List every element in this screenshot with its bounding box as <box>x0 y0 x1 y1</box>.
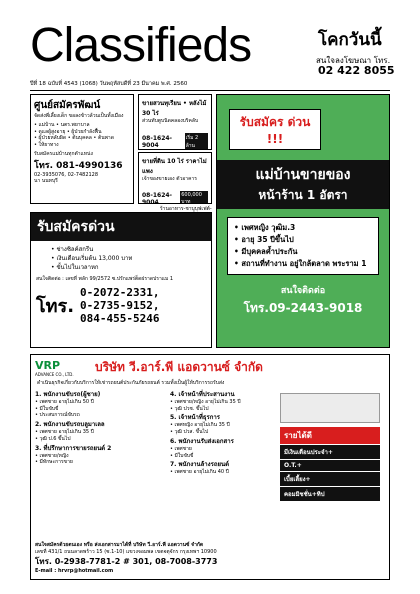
vrp-position-line: • มีใบขับขี่ <box>170 452 194 459</box>
list-item: • อายุ 35 ปีขึ้นไป <box>234 234 372 246</box>
ad-land-sale <box>138 152 212 204</box>
vrp-footer-line1: สนใจสมัครด้วยตนเอง หรือ ส่งเอกสารมาได้ที่ บริษัท วี.อาร์.พี แอดวานซ์ จำกัด <box>35 541 204 548</box>
vrp-benefit: O.T.+ <box>280 460 380 471</box>
vrp-position-title: 6. พนักงานรับส่งเอกสาร <box>170 437 234 445</box>
vrp-position-line: • เพศชาย อายุไม่เกิน 40 ปี <box>170 469 229 476</box>
list-item: • เพศหญิง วุฒิม.3 <box>234 222 372 234</box>
ad-recruit-phone-2: 0-2735-9152, <box>80 298 160 312</box>
vrp-position-title: 3. ที่ปรึกษาการขายรถยนต์ 2 <box>35 444 112 452</box>
vrp-footer-line2: เลขที่ 431/1 ถนนลาดพร้าว 15 (ซ.1-10) แขวงจอมพล เขตจตุจักร กรุงเทพฯ 10900 <box>35 548 217 555</box>
ad-care-title: ศูนย์สมัครพัฒน์ <box>34 100 101 111</box>
ad-recruit-phone-label: โทร. <box>36 295 75 317</box>
vrp-footer-phone: โทร. 0-2938-7781-2 # 301, 08-7008-3773 <box>35 557 218 567</box>
ad-durian-orchard <box>138 94 212 150</box>
vrp-position-line: • วุฒิ ป.6 ขึ้นไป <box>35 435 71 442</box>
ad-care-subtitle: จัดส่งพี่เลี้ยงเด็ก ขอลงข้าวล้วนเป็นทั้งเมือง <box>34 113 124 119</box>
ad-maid-headline: แม่บ้านขายของ <box>255 167 351 183</box>
ad-recruit-phone-3: 084-455-5246 <box>80 311 160 325</box>
vrp-position-line: • ประสบการณ์ขับรถ <box>35 412 80 419</box>
vrp-position-title: 1. พนักงานขับรถ(ผู้ชาย) <box>35 390 101 398</box>
vrp-footer-email: E-mail : hrvrp@hotmail.com <box>35 568 114 575</box>
vrp-benefits-title: รายได้ดี <box>280 427 380 444</box>
list-item: • ขั้นไปในเวลาหก <box>51 263 191 272</box>
list-item: • ให้ยาทาง <box>34 142 130 149</box>
vrp-position-title: 7. พนักงานล้างรถยนต์ <box>170 461 229 469</box>
vrp-position-line: • มีใบขับขี่ <box>35 405 59 412</box>
list-item: • ผู้ป่วยหลับผิด • ต้นบุคคล • ต้นพาด <box>34 135 130 142</box>
ad-care-phone-alt: 02-3935076, 02-7482128 <box>34 171 99 178</box>
ad-land-phone: 08-1624-9004 <box>142 191 173 204</box>
vrp-benefit: คอมมิชชั่น+ทิป <box>280 487 380 501</box>
ad-land-desc: เจ้าของขายเอง ตัวอาคาร <box>142 176 197 182</box>
vrp-benefit: เบี้ยเลี้ยง+ <box>280 472 380 486</box>
list-item: • เงินเดือนเริ่มต้น 13,000 บาท <box>51 254 191 263</box>
vrp-position-line: • เพศชาย <box>170 445 192 452</box>
list-item: • สถานที่ทำงาน อยู่ใกล้ตลาด พระราม 1 <box>234 258 372 270</box>
ad-land-price: 600,000 บาท <box>180 191 208 204</box>
ad-maid-subheadline: หน้าร้าน 1 อัตรา <box>258 188 348 202</box>
list-item: • มีบุคคลค้ำประกัน <box>234 246 372 258</box>
ad-recruit-headline: รับสมัครด่วน <box>31 213 211 241</box>
vrp-position-title: 2. พนักงานขับรถบลูมาเลล <box>35 421 105 428</box>
ad-recruit <box>30 212 212 348</box>
ad-recruit-note: สนใจติดต่อ : เลขที่ พลัก 99/2572 ซ.ปรักแพร่ต็ดฝราดปราแม 1 <box>36 276 174 282</box>
vrp-logo-sub: ADVANCE CO., LTD. <box>35 371 74 377</box>
vrp-position-line: • มีทักษะการขาย <box>35 459 73 466</box>
vrp-position-line: • วุฒิ ปวส. ขึ้นไป <box>170 429 209 435</box>
ad-care-footer: นา นนทบุรี <box>34 178 58 185</box>
vrp-logo: VRP <box>35 358 61 372</box>
ad-small-caption: ร้านอาหาร-ชาบูบุฟเฟต์- <box>160 206 212 212</box>
list-item: • ช่างซิลค์สกรีน <box>51 245 191 254</box>
ad-durian-price: เริ่ม 2 ล้าน <box>185 133 208 150</box>
vrp-position-line: • เพศชาย/หญิง <box>35 452 69 459</box>
ad-maid-phone: โทร.09-2443-9018 <box>243 301 363 315</box>
list-item: • แม่บ้าน • นตร.พยาบาล <box>34 122 130 129</box>
ad-care-phone: โทร. 081-4990136 <box>34 160 123 171</box>
list-item: • ดูแลผู้สูงอายุ • ผู้ป่วยกำลังฟื้น <box>34 129 130 136</box>
masthead-title: Classifieds <box>30 19 252 72</box>
vrp-position-title: 5. เจ้าหน้าที่ธุรการ <box>170 414 220 422</box>
ad-maid-contact-label: สนใจติดต่อ <box>280 286 326 296</box>
vrp-benefit: มีเงินเดือนประจำ+ <box>280 445 380 459</box>
ad-recruit-phone-1: 0-2072-2331, <box>80 285 160 299</box>
ad-durian-desc: ส่วนทับตูบนิดคลองบริคลับ <box>142 118 199 124</box>
brand-logo: โคกวันนี้ <box>318 30 382 50</box>
vrp-position-title: 4. เจ้าหน้าที่ประสานงาน <box>170 390 235 398</box>
vrp-position-line: • วุฒิ ปวช. ขึ้นไป <box>170 405 209 412</box>
ad-maid-badge: รับสมัคร ด่วน !!! <box>229 109 321 150</box>
ad-care-note: รับสมัครแม่บ้านทุกตำแหน่ง <box>34 150 93 157</box>
ad-contact-phone: 02 422 8055 <box>318 64 395 77</box>
ad-care-center <box>30 94 134 204</box>
vrp-position-line: • เพศชาย/หญิง อายุไม่เกิน 35 ปี <box>170 398 241 405</box>
vrp-company: บริษัท วี.อาร์.พี แอดวานซ์ จำกัด <box>95 360 263 374</box>
ad-land-title: ขายที่ดิน 10 ไร่ ราคาไม่แพง <box>142 158 207 175</box>
vrp-position-line: • เพศชาย อายุไม่เกิน 35 ปี <box>35 429 94 435</box>
vrp-position-line: • เพศชาย อายุไม่เกิน 50 ปี <box>35 398 94 405</box>
vrp-intro: ดำเนินธุรกิจเกี่ยวกับบริการให้เช่ารถยนต์ประกันภัยรถยนต์ รวมทั้งเป็นผู้ให้บริการรถรับส่ง <box>37 380 225 386</box>
ad-maid <box>216 94 390 348</box>
car-image <box>280 393 380 423</box>
ad-durian-phone: 08-1624-9004 <box>142 134 173 149</box>
ad-durian-title: ขายสวนทุเรียน • หลังไม้ 30 ไร่ <box>142 100 207 117</box>
issue-line: ปีที่ 18 ฉบับที่ 4543 (1068) วันพฤหัสบดีที่ 23 มีนาคม พ.ศ. 2560 <box>30 80 390 91</box>
vrp-position-line: • เพศหญิง อายุไม่เกิน 35 ปี <box>170 422 230 429</box>
ad-vrp <box>30 354 390 580</box>
ad-contact-label: สนใจลงโฆษณา โทร. <box>316 56 391 65</box>
